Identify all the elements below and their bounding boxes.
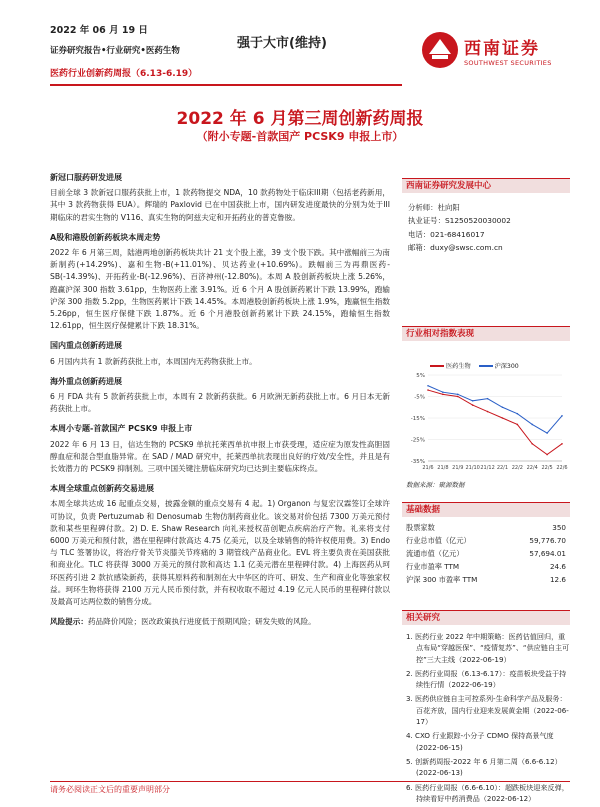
table-row: [406, 547, 566, 560]
data-point: [427, 385, 429, 387]
performance-chart: [402, 341, 570, 476]
related-research-title: 相关研究: [402, 610, 570, 625]
series-line-hs300: [428, 386, 562, 433]
data-point: [546, 432, 548, 434]
performance-box-title: 行业相对指数表现: [402, 326, 570, 341]
table-row: [406, 560, 566, 573]
analyst-phone: 电话：021-68416017: [408, 229, 485, 239]
footer-disclaimer: 请务必阅读正文后的重要声明部分: [50, 785, 170, 794]
table-row: [406, 573, 566, 586]
stat-label: 行业总市值（亿元）: [406, 536, 471, 545]
report-category: 证券研究报告•行业研究•医药生物: [50, 46, 180, 56]
analyst-license: 执业证号：S1250520030002: [408, 216, 511, 226]
data-point: [487, 411, 489, 413]
y-tick-label: -25%: [410, 437, 425, 444]
section-body: 2022 年 6 月 13 日，信达生物的 PCSK9 单抗托莱西单抗申报上市获受理，适应症为原发性高胆固醇血症和混合型血脂异常。在 SAD / MAD 研究中，托莱西单抗表现出良好的疗效/安全性，并且是有长效潜力的 PCSK9 抑制剂。三项中国关键注册临床研究均已达到主要临床终点。: [50, 439, 390, 474]
logo-chinese-text: 西南证券: [464, 39, 540, 59]
data-point: [517, 413, 519, 415]
related-research-item[interactable]: 4. CXO 行业跟踪-小分子 CDMO 保持高景气度 (2022-06-15): [406, 731, 554, 752]
data-point: [561, 415, 563, 417]
report-name: 医药行业创新药周报（6.13-6.19）: [50, 69, 198, 79]
risk-warning: [50, 616, 390, 628]
x-tick-label: 21/8: [437, 465, 449, 471]
section-body: 本周全球共达成 16 起重点交易，披露金额的重点交易有 4 起。1) Organon 与复宏汉霖签订全球许可协议，负责 Pertuzumab 和 Denosumab 生物仿制药商业化。该交易对价包括 7300 万美元预付款和某些里程碑付款。2) D. E. Shaw Research 向礼来授权苗创靶点疾病治疗产物。礼来将支付 6000 万美元和预付款，潜在里程碑付款高达 4.75 亿美元，以及全球销售的特许权使用费。3) Endo 与 TLC 签署协议，将治疗骨关节炎膝关节疼痛的 3 期管线产品商业化。EVL 将主要负责在美国获批和商业化。TLC 将获得 3000 万美元的预付款和高达 1.1 亿美元潜在里程碑付款。4) 上海医药从珂环医药引进 2 款抗感染新药，获得其原料药和制剂在大中华区的许可、研发、生产和商业化等独家权益。珂环生物将获得 2100 万元人民币预付款，并有权收取不超过 4.19 亿元人民币的里程碑付款以及最高可达两位数的销售分成。: [50, 499, 390, 607]
basic-data-box: [402, 502, 570, 586]
x-tick-label: 21/9: [452, 465, 464, 471]
series-line-pharma: [428, 390, 562, 455]
section-heading: A股和港股创新药板块本周走势: [50, 232, 161, 242]
section-body: 6 月国内共有 1 款新药获批上市，本周国内无药物获批上市。: [50, 356, 257, 366]
footer-divider: [50, 781, 570, 782]
stat-label: 沪深 300 市盈率 TTM: [406, 575, 478, 584]
section-heading: 本周小专题-首款国产 PCSK9 申报上市: [50, 424, 193, 434]
southwest-securities-logo: [420, 26, 570, 76]
risk-text: 药品降价风险；医改政策执行进度低于预期风险；研发失败的风险。: [87, 617, 316, 627]
header-divider: [50, 84, 402, 86]
report-body: [50, 172, 390, 637]
x-tick-label: 22/5: [541, 465, 553, 471]
data-point: [502, 417, 504, 419]
stat-label: 行业市盈率 TTM: [406, 562, 460, 571]
logo-english-text: SOUTHWEST SECURITIES: [464, 59, 552, 67]
data-point: [472, 400, 474, 402]
x-tick-label: 22/2: [511, 465, 523, 471]
related-research-item[interactable]: 1. 医药行业 2022 年中期策略：医药估值回归，重点布局“穿越医保”、“疫情复苏”、“供应链自主可控”三大主线（2022-06-19）: [406, 632, 570, 664]
data-point: [561, 443, 563, 445]
section-heading: 新冠口服药研发进展: [50, 173, 122, 182]
analyst-box-title: 西南证券研究发展中心: [402, 178, 570, 193]
data-point: [457, 394, 459, 396]
industry-rating: 强于大市(维持): [237, 36, 327, 51]
logo-emblem-icon: [420, 30, 460, 70]
data-point: [487, 398, 489, 400]
y-tick-label: -5%: [414, 394, 425, 401]
section-body: 目前全球 3 款新冠口服药获批上市，1 款药物提交 NDA，10 款药物处于临床III期（包括老药新用，其中 3 款药物获得 EUA）。辉瑞的 Paxlovid 已在中国获批上市，国内研发进度最快的分别为处于III期临床的君实生物的 V116、真实生物的阿兹夫定和开拓药业的普克鲁胺。: [50, 188, 390, 222]
section-body: 6 月 FDA 共有 5 款新药获批上市，本周有 2 款新药获批。6 月欧洲无新药获批上市。6 月日本无新药获批上市。: [50, 392, 390, 414]
related-research-list: [406, 631, 570, 804]
data-point: [531, 424, 533, 426]
stat-value: 24.6: [549, 562, 566, 571]
basic-data-title: 基础数据: [402, 502, 570, 517]
data-point: [502, 406, 504, 408]
risk-label: 风险提示：: [50, 617, 88, 627]
y-tick-label: 5%: [416, 373, 425, 379]
analyst-email: 邮箱：duxy@swsc.com.cn: [408, 242, 503, 252]
table-row: [406, 521, 566, 534]
legend-hs300: 沪深300: [494, 363, 519, 370]
data-point: [457, 396, 459, 398]
section-body: 2022 年 6 月第三周，陆港两地创新药板块共计 21 支个股上涨，39 支个股下跌。其中涨幅前三为南新制药(+14.29%)、嘉和生物-B(+11.01%)、贝达药业(+10.69%)。跌幅前三为再鼎医药-SB(-14.39%)、开拓药业-B(-12.96%)、百济神州(-12.80%)。本周 A 股创新药板块上涨 5.26%，跑赢沪深 300 指数 3.61pp，生物医药上涨 3.91%。近 6 个月 A 股创新药累计下跌 13.99%，跑输沪深 300 指数 5.2pp，生物医药累计下跌 14.45%。本周港股创新药板块上涨 1.9%，跑赢恒生指数 5.26pp，恒生医疗保健下跌 1.87%。近 6 个月港股创新药累计下跌 24.15%，跑输恒生指数 12.61pp，恒生医疗保健累计下跌 18.31%。: [50, 248, 390, 331]
section-heading: 海外重点创新药进展: [50, 376, 122, 386]
data-point: [472, 404, 474, 406]
legend-pharma: 医药生物: [445, 363, 471, 370]
performance-box: [402, 326, 570, 489]
stat-value: 350: [552, 523, 566, 532]
performance-chart-area: [402, 341, 570, 476]
related-research-item[interactable]: 5. 创新药周报-2022 年 6 月第二周（6.6-6.12）(2022-06-13): [406, 756, 562, 778]
stat-label: 股票家数: [406, 523, 435, 532]
stat-value: 59,776.70: [529, 536, 566, 545]
section-heading: 本周全球重点创新药交易进展: [50, 484, 154, 494]
data-point: [442, 394, 444, 396]
report-title: 2022 年 6 月第三周创新药周报: [176, 109, 424, 129]
related-research-item[interactable]: 3. 医药供应链自主可控系列-生命科学产品及服务：百花齐放，国内行业迎来发展黄金期（2022-06-17）: [406, 694, 569, 727]
table-row: [406, 534, 566, 547]
report-date: 2022 年 06 月 19 日: [50, 25, 148, 36]
stat-value: 57,694.01: [529, 549, 566, 558]
data-point: [546, 454, 548, 456]
analyst-name: 分析师：杜向阳: [408, 203, 460, 212]
x-tick-label: 21/10: [465, 465, 480, 471]
data-point: [442, 391, 444, 393]
x-tick-label: 22/4: [526, 465, 538, 471]
y-tick-label: -35%: [410, 459, 425, 465]
related-research-box: [402, 610, 570, 807]
x-tick-label: 22/6: [556, 465, 568, 471]
stat-value: 12.6: [549, 575, 566, 584]
x-tick-label: 21/6: [422, 465, 434, 471]
basic-data-table: [406, 521, 566, 586]
analyst-box: [402, 178, 570, 254]
related-research-item[interactable]: 6. 医药行业周报（6.6-6.10）：超跌板块迎来反弹，持续看好中药消费品（2022-06-12）: [406, 782, 569, 803]
chart-source: 数据来源：聚源数据: [406, 481, 465, 489]
section-heading: 国内重点创新药进展: [50, 341, 122, 351]
y-tick-label: -15%: [410, 416, 425, 422]
related-research-item[interactable]: 2. 医药行业周报（6.13-6.17）：疫苗板块受益于持续性行情（2022-06-19）: [406, 668, 567, 690]
stat-label: 流通市值（亿元）: [406, 549, 464, 558]
x-tick-label: 22/1: [496, 465, 509, 471]
report-subtitle: （附小专题-首款国产 PCSK9 申报上市）: [196, 130, 404, 143]
data-point: [531, 443, 533, 445]
data-point: [517, 424, 519, 426]
x-tick-label: 21/12: [480, 465, 495, 471]
data-point: [427, 389, 429, 391]
